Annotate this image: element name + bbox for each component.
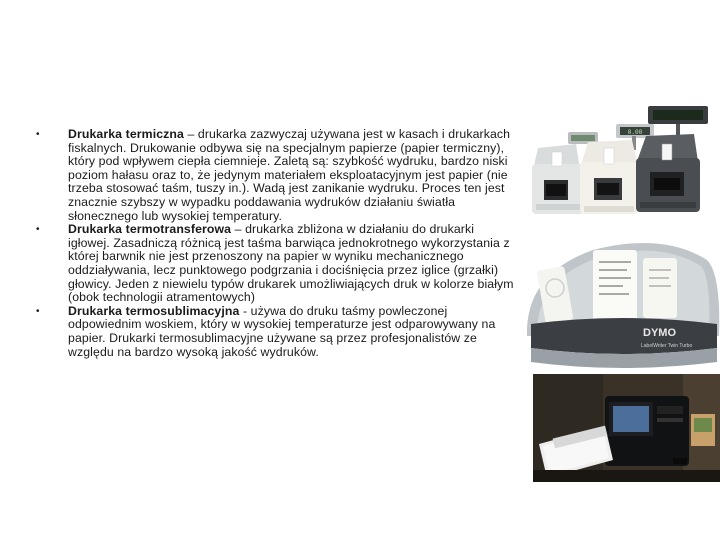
bullet-thermal-transfer bbox=[36, 223, 518, 305]
bullet-term: Drukarka termosublimacyjna bbox=[68, 303, 240, 318]
bullet-text: – drukarka zbliżona w działaniu do drukarki igłowej. Zasadniczą różnicą jest taśma barwiąca jednokrotnego wykorzystania z której barwnik nie jest przenoszony na papier w wyniku mechanicznego oddziaływania, lecz punktowego podgrzania i dociśnięcia przez iglice (grzałki) głowicy. Jeden z niewielu typów drukarek umożliwiających druk w kolorze białym (obok technologii atramentowych) bbox=[68, 222, 514, 305]
bullet-thermal bbox=[36, 128, 518, 223]
fiscal-display-text: 0.00 bbox=[627, 129, 643, 136]
label-printer-model: LabelWriter Twin Turbo bbox=[641, 343, 693, 349]
fiscal-printers-illustration bbox=[528, 104, 720, 227]
bullet-list bbox=[36, 128, 518, 359]
label-printer-photo bbox=[523, 228, 720, 374]
bullet-dot: • bbox=[36, 305, 40, 317]
label-printer-illustration bbox=[523, 228, 720, 374]
bullet-dye-sublimation bbox=[36, 305, 518, 359]
fiscal-printers-photo bbox=[528, 104, 720, 227]
bullet-dot: • bbox=[36, 224, 40, 236]
dye-sublimation-printer-photo bbox=[533, 374, 720, 482]
bullet-text: – drukarka zazwyczaj używana jest w kasach i drukarkach fiskalnych. Drukowanie odbywa się na specjalnym papierze (papier termiczny), który pod wpływem ciepła ciemnieje. Zaletą są: szybkość wydruku, bardzo niski poziom hałasu oraz to, że jedynym materiałem eksploatacyjnym jest papier (nie trzeba stosować taśm, tuszy in.). Wadą jest zanikanie wydruku. Proces ten jest znacznie szybszy w wypadku poddawania wydruków działaniu światła słonecznego lub wysokiej temperatury. bbox=[68, 127, 511, 223]
bullet-dot: • bbox=[36, 129, 40, 140]
bullet-term: Drukarka termotransferowa bbox=[68, 222, 232, 237]
label-printer-brand: DYMO bbox=[643, 327, 676, 339]
dye-sublimation-illustration bbox=[533, 374, 720, 482]
bullet-term: Drukarka termiczna bbox=[68, 127, 184, 141]
bullet-text: - używa do druku taśmy powleczonej odpowiednim woskiem, który w wysokiej temperaturze jest odparowywany na papier. Drukarki termosublimacyjne używane są przez profesjonalistów ze względu na bardzo wysoką jakość wydruków. bbox=[68, 303, 496, 359]
